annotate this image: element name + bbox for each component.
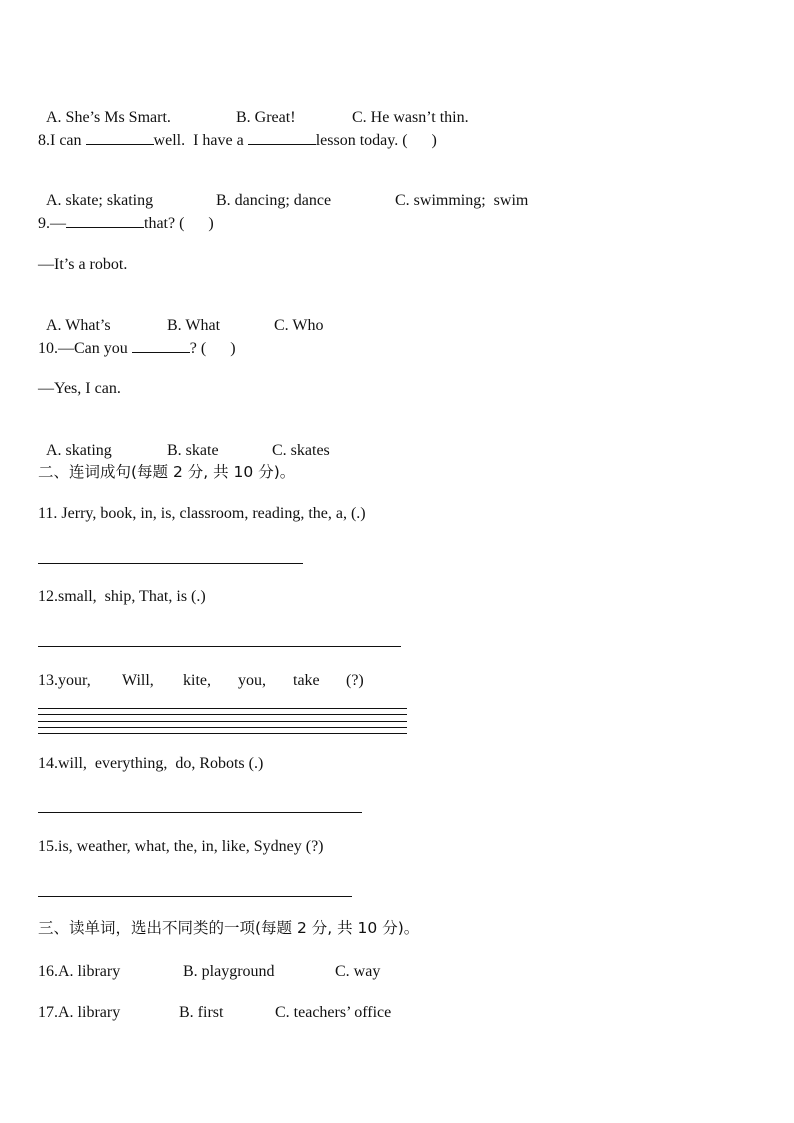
q9-text: that? ( ) [144,215,214,232]
q7-option-c: C. He wasn’t thin. [352,109,469,126]
q8-text-1: I can [50,132,86,149]
q17-option-b: B. first [179,1004,224,1021]
q11-answer-line[interactable] [38,563,303,564]
q8-option-a: A. skate; skating [46,192,154,209]
q8-text-2: well. I have a [153,132,248,149]
q13-word-3: kite, [183,672,211,689]
q13-answer-line-2[interactable] [38,714,407,715]
q14-question: 14.will, everything, do, Robots (.) [38,755,264,772]
q10-text-1: —Can you [58,340,132,357]
q9-option-a: A. What’s [46,317,111,334]
q10-answer: —Yes, I can. [38,380,121,397]
q10-option-c: C. skates [272,442,330,459]
q16-question [38,962,380,982]
q17-question [38,1003,391,1023]
q8-question [38,130,437,151]
q13-question [38,671,364,691]
q13-answer-line-3[interactable] [38,721,407,722]
q7-option-b: B. Great! [236,109,296,126]
q16-option-c: C. way [335,963,381,980]
q14-answer-line[interactable] [38,812,362,813]
q8-option-c: C. swimming; swim [395,192,529,209]
q13-number: 13. [38,672,58,689]
q8-option-b: B. dancing; dance [216,192,332,209]
q9-option-b: B. What [167,317,221,334]
q10-blank[interactable] [132,338,190,353]
q10-options [38,421,330,461]
q13-word-2: Will, [122,672,154,689]
q8-text-3: lesson today. ( ) [315,132,437,149]
q13-word-4: you, [238,672,266,689]
q13-answer-line-5[interactable] [38,733,407,734]
q13-answer-line-1[interactable] [38,708,407,709]
q9-number: 9. [38,215,50,232]
q11-question: 11. Jerry, book, in, is, classroom, reading, the, a, (.) [38,505,366,522]
q12-answer-line[interactable] [38,646,401,647]
q7-option-a: A. She’s Ms Smart. [46,109,171,126]
section-3-title: 三、读单词，选出不同类的一项(每题 2 分, 共 10 分)。 [38,919,420,937]
q16-option-b: B. playground [183,963,275,980]
q15-question: 15.is, weather, what, the, in, like, Sydney (?) [38,838,324,855]
q8-options [38,171,528,211]
q12-question: 12.small, ship, That, is (.) [38,588,206,605]
q8-blank-2[interactable] [248,130,316,145]
section-2-title: 二、连词成句(每题 2 分, 共 10 分)。 [38,463,296,481]
q17-option-a: A. library [58,1004,121,1021]
q9-blank[interactable] [66,213,144,228]
q8-number: 8. [38,132,50,149]
q13-word-5: take [293,672,320,689]
q7-options [38,88,469,128]
q9-option-c: C. Who [274,317,324,334]
q16-number: 16. [38,963,58,980]
q8-blank-1[interactable] [86,130,154,145]
q17-number: 17. [38,1004,58,1021]
q15-answer-line[interactable] [38,896,352,897]
q9-answer: —It’s a robot. [38,256,128,273]
q13-answer-line-4[interactable] [38,727,407,728]
q9-dash: — [50,215,66,232]
q10-number: 10. [38,340,58,357]
q17-option-c: C. teachers’ office [275,1004,392,1021]
q16-option-a: A. library [58,963,121,980]
q10-question [38,338,236,359]
q13-word-1: your, [58,672,91,689]
q10-option-a: A. skating [46,442,112,459]
q9-options [38,296,323,336]
q13-word-6: (?) [346,672,364,689]
q9-question [38,213,214,234]
q10-text-2: ? ( ) [189,340,236,357]
q10-option-b: B. skate [167,442,219,459]
